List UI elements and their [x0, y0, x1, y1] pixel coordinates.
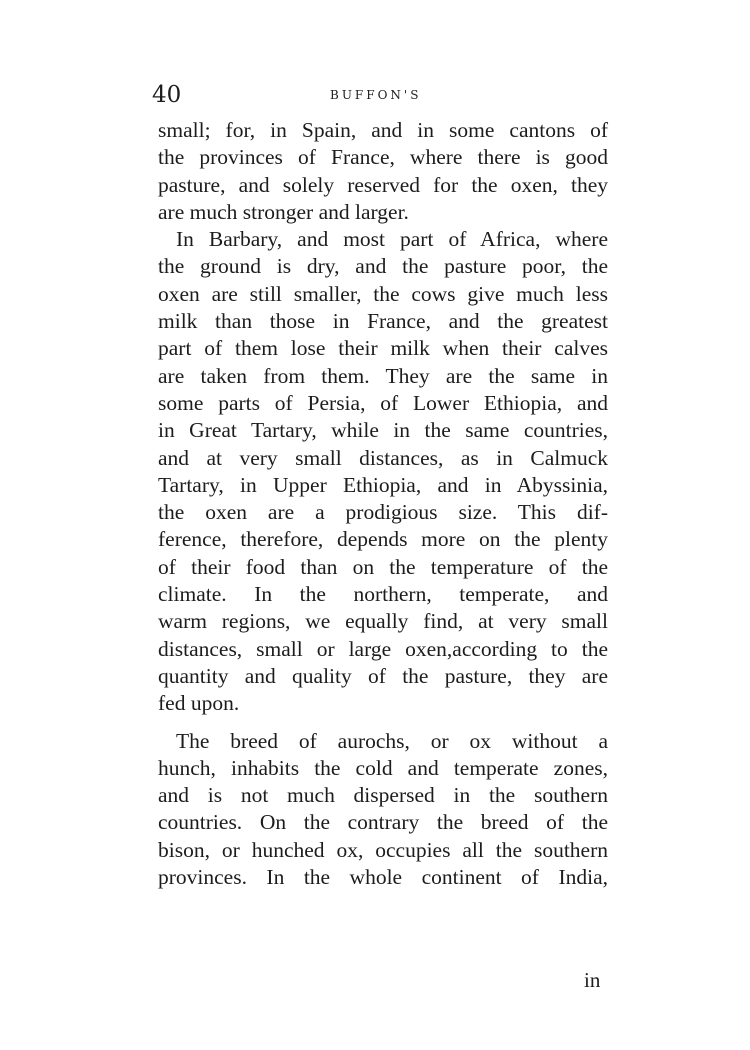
- text-line: warm regions, we equally find, at very small: [158, 609, 608, 634]
- text-line: the provinces of France, where there is good: [158, 145, 608, 170]
- text-line: small; for, in Spain, and in some cantons of: [158, 118, 608, 142]
- text-line: The breed of aurochs, or ox without a: [176, 728, 608, 753]
- text-line: oxen are still smaller, the cows give much less: [158, 281, 608, 306]
- page-number: 40: [152, 82, 182, 108]
- running-title: BUFFON'S: [330, 88, 422, 102]
- paragraph-3: [158, 728, 608, 892]
- text-line: in Great Tartary, while in the same countries,: [158, 418, 608, 443]
- text-line: hunch, inhabits the cold and temperate zones,: [158, 755, 608, 780]
- text-line: of their food than on the temperature of the: [158, 554, 608, 579]
- text-line: are taken from them. They are the same in: [158, 363, 608, 388]
- paragraph-1: [158, 117, 608, 226]
- catchword: in: [584, 968, 601, 992]
- body-text: [158, 117, 608, 891]
- text-line: ference, therefore, depends more on the plenty: [158, 527, 608, 552]
- paragraph-gap: [158, 718, 608, 728]
- text-line: part of them lose their milk when their calves: [158, 336, 608, 361]
- text-line: Tartary, in Upper Ethiopia, and in Abyssinia,: [158, 472, 608, 497]
- text-line: provinces. In the whole continent of India,: [158, 865, 608, 890]
- text-line: countries. On the contrary the breed of the: [158, 810, 608, 835]
- text-line: the oxen are a prodigious size. This dif-: [158, 500, 608, 525]
- running-head: [150, 82, 600, 110]
- text-line: bison, or hunched ox, occupies all the southern: [158, 837, 608, 862]
- text-line: In Barbary, and most part of Africa, where: [176, 227, 608, 252]
- text-line: pasture, and solely reserved for the oxen, they: [158, 172, 608, 197]
- text-line: some parts of Persia, of Lower Ethiopia, and: [158, 390, 608, 415]
- text-line: are much stronger and larger.: [158, 199, 409, 224]
- paragraph-2: [158, 226, 608, 717]
- text-line: quantity and quality of the pasture, they are: [158, 663, 608, 688]
- text-line: climate. In the northern, temperate, and: [158, 582, 608, 607]
- text-line: fed upon.: [158, 691, 240, 716]
- text-line: distances, small or large oxen,according to the: [158, 636, 608, 661]
- text-line: and at very small distances, as in Calmuck: [158, 445, 608, 470]
- text-line: and is not much dispersed in the southern: [158, 783, 608, 808]
- text-line: the ground is dry, and the pasture poor, the: [158, 254, 608, 279]
- text-line: milk than those in France, and the greatest: [158, 309, 608, 334]
